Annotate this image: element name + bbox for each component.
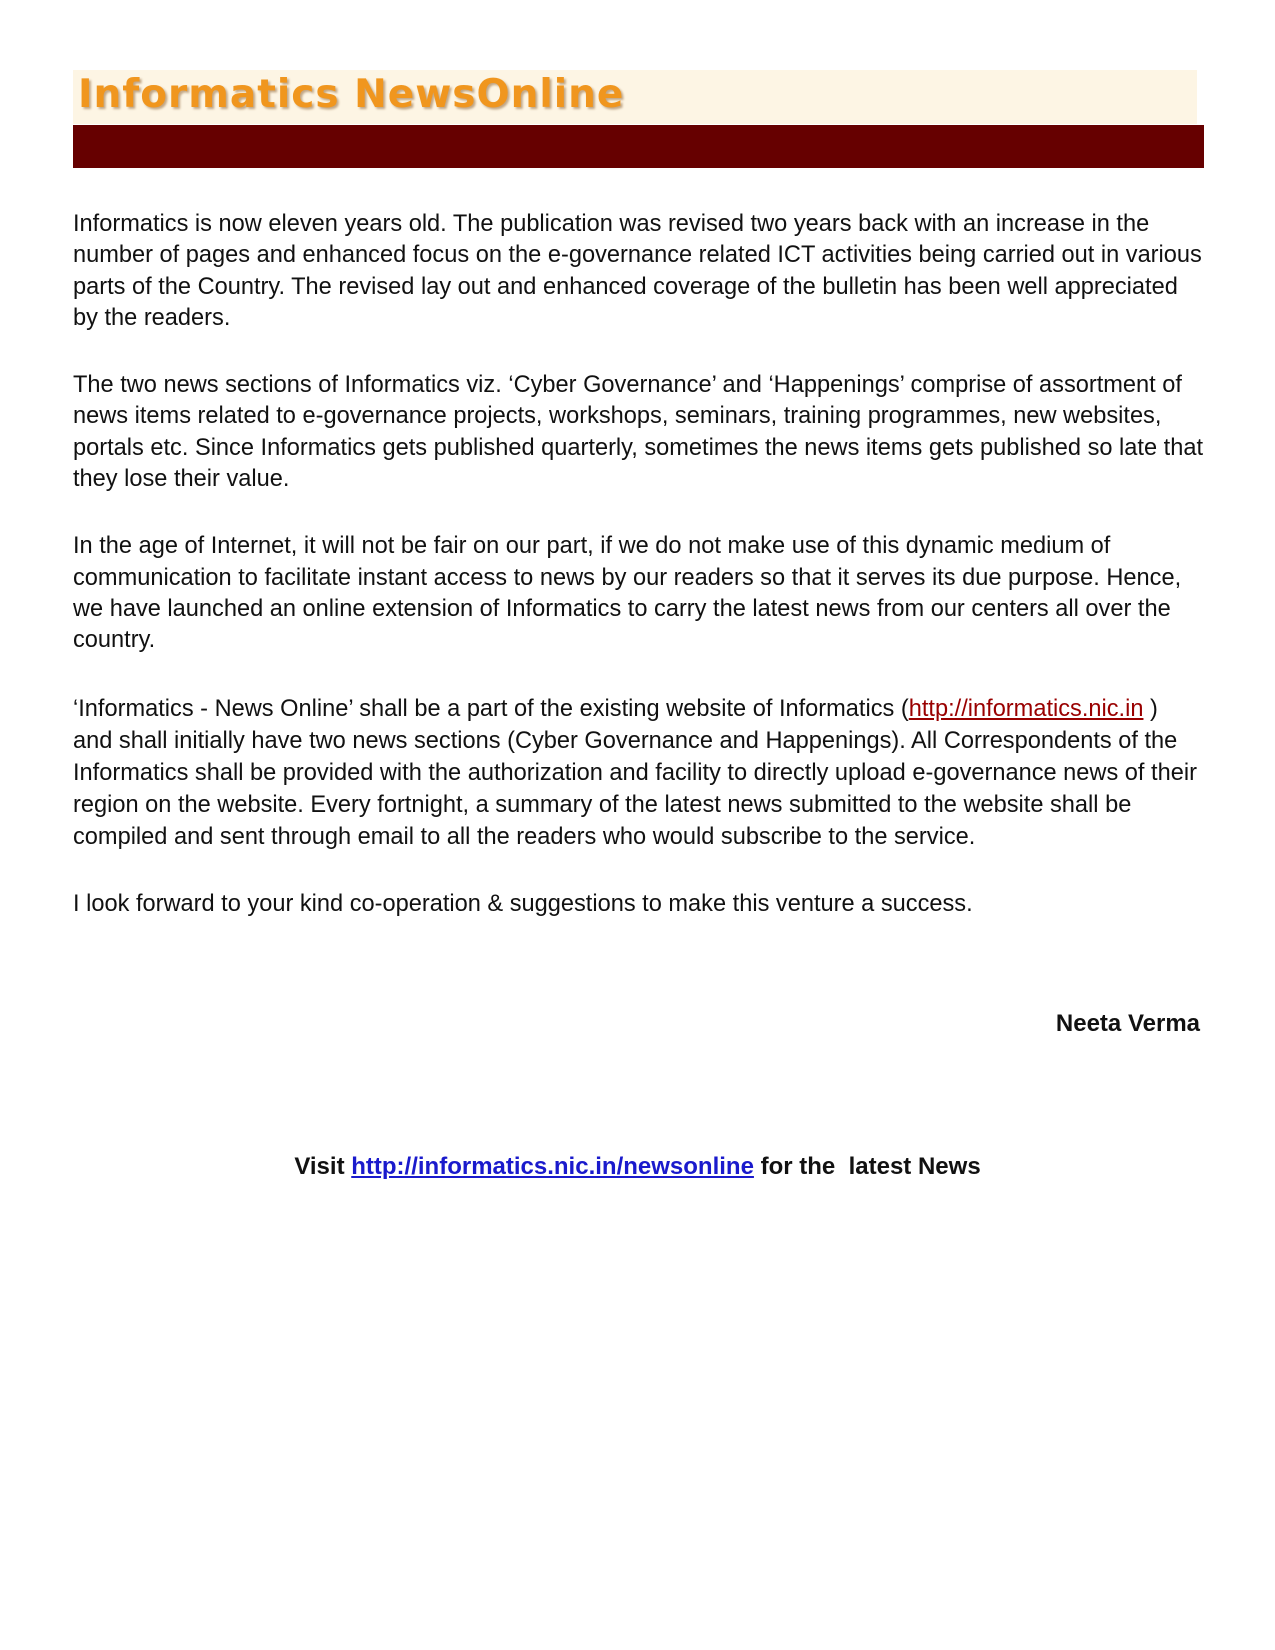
paragraph-text-after-link: ) and shall initially have two news sections (Cyber Governance and Happenings). All Correspondents of the Informatics shall be provided with the authorization and facility to directly upload e-governance news of their region on the website. Every fortnight, a summary of the latest news submitted to the website shall be compiled and sent through email to all the readers who would subscribe to the service. xyxy=(73,695,1197,850)
paragraph-intro: Informatics is now eleven years old. The publication was revised two years back with an increase in the number of pages and enhanced focus on the e-governance related ICT activities being carried out in various parts of the Country. The revised lay out and enhanced coverage of the bulletin has been well appreciated by the readers. xyxy=(73,211,1202,331)
footer-visit-line xyxy=(0,1153,1275,1181)
newsonline-link[interactable]: http://informatics.nic.in/newsonline xyxy=(351,1153,754,1180)
signature: Neeta Verma xyxy=(1055,1010,1200,1037)
paragraph-news-sections: The two news sections of Informatics viz. ‘Cyber Governance’ and ‘Happenings’ comprise of assortment of news items related to e-governance projects, workshops, seminars, training programmes, new websites, portals etc. Since Informatics gets published quarterly, sometimes the news items gets published so late that they lose their value. xyxy=(73,372,1203,493)
paragraph-news-online xyxy=(73,693,1203,853)
masthead-banner xyxy=(73,70,1197,124)
masthead-title: Informatics NewsOnline xyxy=(78,72,625,117)
masthead-bar xyxy=(73,125,1204,168)
footer-suffix: for the latest News xyxy=(753,1153,981,1180)
paragraph-text-before-link: ‘Informatics - News Online’ shall be a part of the existing website of Informatics ( xyxy=(73,695,909,722)
paragraph-online-extension: In the age of Internet, it will not be fair on our part, if we do not make use of this dynamic medium of communication to facilitate instant access to news by our readers so that it serves its due purpose. Hence, we have launched an online extension of Informatics to carry the latest news from our centers all over the country. xyxy=(73,533,1182,654)
informatics-website-link[interactable]: http://informatics.nic.in xyxy=(908,695,1144,722)
paragraph-closing: I look forward to your kind co-operation & suggestions to make this venture a success. xyxy=(73,890,973,917)
footer-prefix: Visit xyxy=(294,1153,352,1180)
article-body xyxy=(73,209,1203,956)
